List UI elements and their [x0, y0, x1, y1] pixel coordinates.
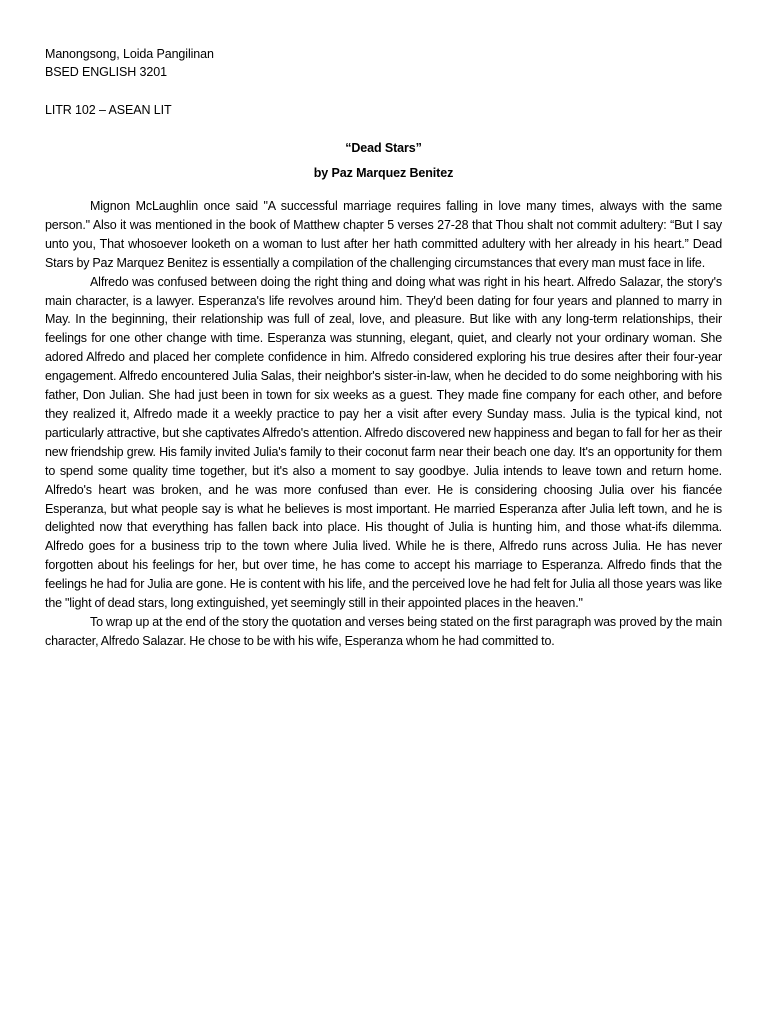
essay-paragraph-summary: Alfredo was confused between doing the right thing and doing what was right in his heart. Alfredo Salazar, the story's main character, is a lawyer. Esperanza's life revolves around him. They'd been dating for four years and planned to marry in May. In the beginning, their relationship was full of zeal, love, and pleasure. But like with any long-term relationships, their feelings for one other change with time. Esperanza was stunning, elegant, quiet, and clearly not your ordinary woman. She adored Alfredo and placed her complete confidence in him. Alfredo considered exploring his true desires after their four-year engagement. Alfredo encountered Julia Salas, their neighbor's sister-in-law, when he decided to do some neighboring with his father, Don Julian. She had just been in town for six weeks as a guest. They made fine company for each other, and before they realized it, Alfredo made it a weekly practice to pay her a visit after every Sunday mass. Julia is the typical kind, not particularly attractive, but she captivates Alfredo's attention. Alfredo discovered new happiness and began to fall for her as their new friendship grew. His family invited Julia's family to their coconut farm near their beach one day. It's an opportunity for them to spend some quality time together, but it's also a moment to say goodbye. Julia intends to leave town and return home. Alfredo's heart was broken, and he was more confused than ever. He is considering choosing Julia over his fiancée Esperanza, but what people say is what he believes is most important. He married Esperanza after Julia left town, and he is delighted now that everything has fallen back into place. His thought of Julia is hunting him, and those what-ifs dilemma. Alfredo goes for a business trip to the town where Julia lived. While he is there, Alfredo runs across Julia. He has never forgotten about his feelings for her, but over time, he has come to accept his marriage to Esperanza. Alfredo finds that the feelings he had for Julia are gone. He is content with his life, and the perceived love he had felt for Julia all those years was like the "light of dead stars, long extinguished, yet seemingly still in their appointed places in the heaven.": [45, 274, 722, 611]
essay-paragraph-intro: Mignon McLaughlin once said "A successful marriage requires falling in love many times, always with the same person." Also it was mentioned in the book of Matthew chapter 5 verses 27-28 that Thou shalt not commit adultery: “But I say unto you, That whosoever looketh on a woman to lust after her hath committed adultery with her already in his heart.” Dead Stars by Paz Marquez Benitez is essentially a compilation of the challenging circumstances that every man must face in life.: [45, 199, 722, 270]
document-byline: by Paz Marquez Benitez: [313, 166, 454, 180]
essay-body: [45, 197, 722, 651]
author-name: Manongsong, Loida Pangilinan: [45, 47, 214, 61]
essay-paragraph-conclusion: To wrap up at the end of the story the quotation and verses being stated on the first paragraph was proved by the main character, Alfredo Salazar. He chose to be with his wife, Esperanza whom he had committed to.: [45, 614, 722, 648]
class-section: BSED ENGLISH 3201: [45, 65, 167, 79]
document-title: “Dead Stars”: [345, 141, 422, 155]
title-block: [45, 139, 722, 182]
course-code: LITR 102 – ASEAN LIT: [45, 103, 172, 117]
document-page: [45, 45, 722, 651]
